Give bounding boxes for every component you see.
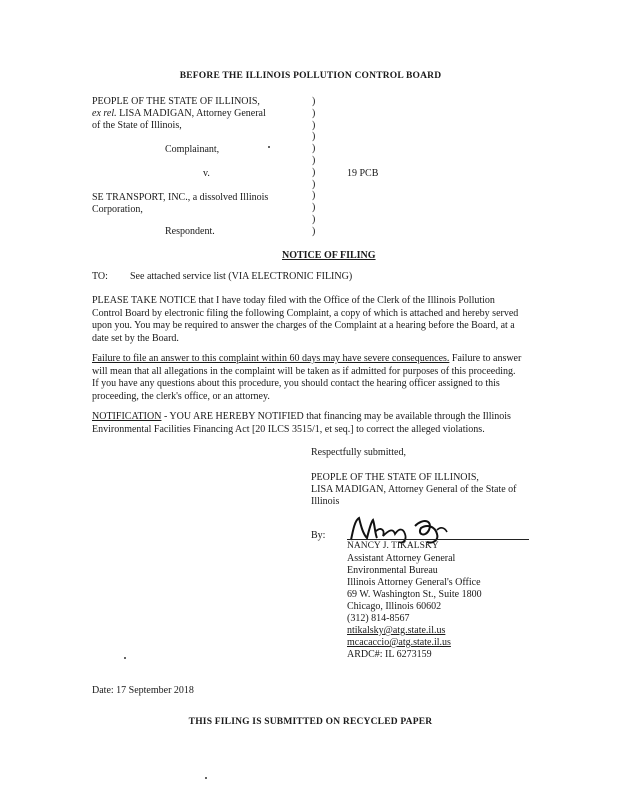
paren: ) xyxy=(312,131,316,143)
respectfully-submitted: Respectfully submitted, xyxy=(311,447,406,458)
respondent-label: Respondent. xyxy=(165,226,215,237)
recycled-paper-footer: THIS FILING IS SUBMITTED ON RECYCLED PAPER xyxy=(188,717,433,727)
paren: ) xyxy=(312,143,316,155)
signer-name: NANCY J. TIKALSKY xyxy=(347,541,439,551)
signature-line xyxy=(347,539,529,540)
paren: ) xyxy=(312,190,316,202)
respondent-line-2: Corporation, xyxy=(92,204,143,215)
paren: ) xyxy=(312,202,316,214)
signer-title: Assistant Attorney General xyxy=(347,553,456,564)
notification-paragraph xyxy=(92,411,524,436)
scan-speck xyxy=(205,777,207,779)
answer-warning-underlined: Failure to file an answer to this complaint within 60 days may have severe consequences. xyxy=(92,353,450,364)
answer-warning-rest: Failure to answer will mean that all allegations in the complaint will be taken as if admitted for purposes of this proceeding. If you have any questions about this procedure, you should contact the hearing officer assigned to this proceeding, the clerk's office, or an attorney. xyxy=(92,353,522,402)
signer-email-2[interactable]: mcacaccio@atg.state.il.us xyxy=(347,637,451,648)
notification-middle: - YOU ARE HEREBY NOTIFIED xyxy=(161,411,304,422)
notification-label: NOTIFICATION xyxy=(92,411,162,422)
plaintiff-line-2 xyxy=(92,108,266,119)
paren: ) xyxy=(312,96,316,107)
signer-address-1: 69 W. Washington St., Suite 1800 xyxy=(347,589,482,600)
signer-phone: (312) 814-8567 xyxy=(347,613,410,624)
plaintiff-line-2-rest: LISA MADIGAN, Attorney General xyxy=(116,108,266,119)
paren: ) xyxy=(312,119,316,131)
to-label: TO: xyxy=(92,271,108,282)
paren: ) xyxy=(312,178,316,190)
scan-speck xyxy=(268,146,270,148)
paren: ) xyxy=(312,154,316,166)
paren: ) xyxy=(312,225,316,237)
signer-office: Illinois Attorney General's Office xyxy=(347,577,481,588)
case-number: 19 PCB xyxy=(347,168,379,179)
signer-bureau: Environmental Bureau xyxy=(347,565,438,576)
board-header: BEFORE THE ILLINOIS POLLUTION CONTROL BOARD xyxy=(179,71,442,81)
notification-rest: that financing may be available through the Illinois Environmental Facilities Financing Act [20 ILCS 3515/1, et seq.] to correct the alleged violations. xyxy=(92,411,511,435)
caption-paren-column xyxy=(312,96,315,238)
paren: ) xyxy=(312,213,316,225)
ex-rel-text: ex rel. xyxy=(92,108,117,119)
signer-address-2: Chicago, Illinois 60602 xyxy=(347,601,442,612)
party-line-3: Illinois xyxy=(311,496,340,507)
paren: ) xyxy=(312,107,316,119)
signer-email-1[interactable]: ntikalsky@atg.state.il.us xyxy=(347,625,446,636)
paren: ) xyxy=(312,166,316,178)
notice-paragraph: PLEASE TAKE NOTICE that I have today filed with the Office of the Clerk of the Illinois Pollution Control Board by electronic filing the following Complaint, a copy of which is attached and hereby served upon you. You may be required to answer the charges of the Complaint at a hearing before the Board, at a date set by the Board. xyxy=(92,295,519,344)
plaintiff-line-3: of the State of Illinois, xyxy=(92,120,182,131)
signer-ardc: ARDC#: IL 6273159 xyxy=(347,649,432,660)
respondent-line-1: SE TRANSPORT, INC., a dissolved Illinois xyxy=(92,192,269,203)
date-line: Date: 17 September 2018 xyxy=(92,685,194,696)
party-line-2: LISA MADIGAN, Attorney General of the State of xyxy=(311,484,517,495)
answer-warning-paragraph xyxy=(92,353,524,403)
party-line-1: PEOPLE OF THE STATE OF ILLINOIS, xyxy=(311,472,479,483)
scan-speck xyxy=(124,657,126,659)
complainant-label: Complainant, xyxy=(165,144,220,155)
plaintiff-line-1: PEOPLE OF THE STATE OF ILLINOIS, xyxy=(92,96,260,107)
notice-title: NOTICE OF FILING xyxy=(282,250,376,261)
versus-label: v. xyxy=(203,168,210,179)
by-label: By: xyxy=(311,530,326,541)
to-text: See attached service list (VIA ELECTRONIC FILING) xyxy=(130,271,353,282)
